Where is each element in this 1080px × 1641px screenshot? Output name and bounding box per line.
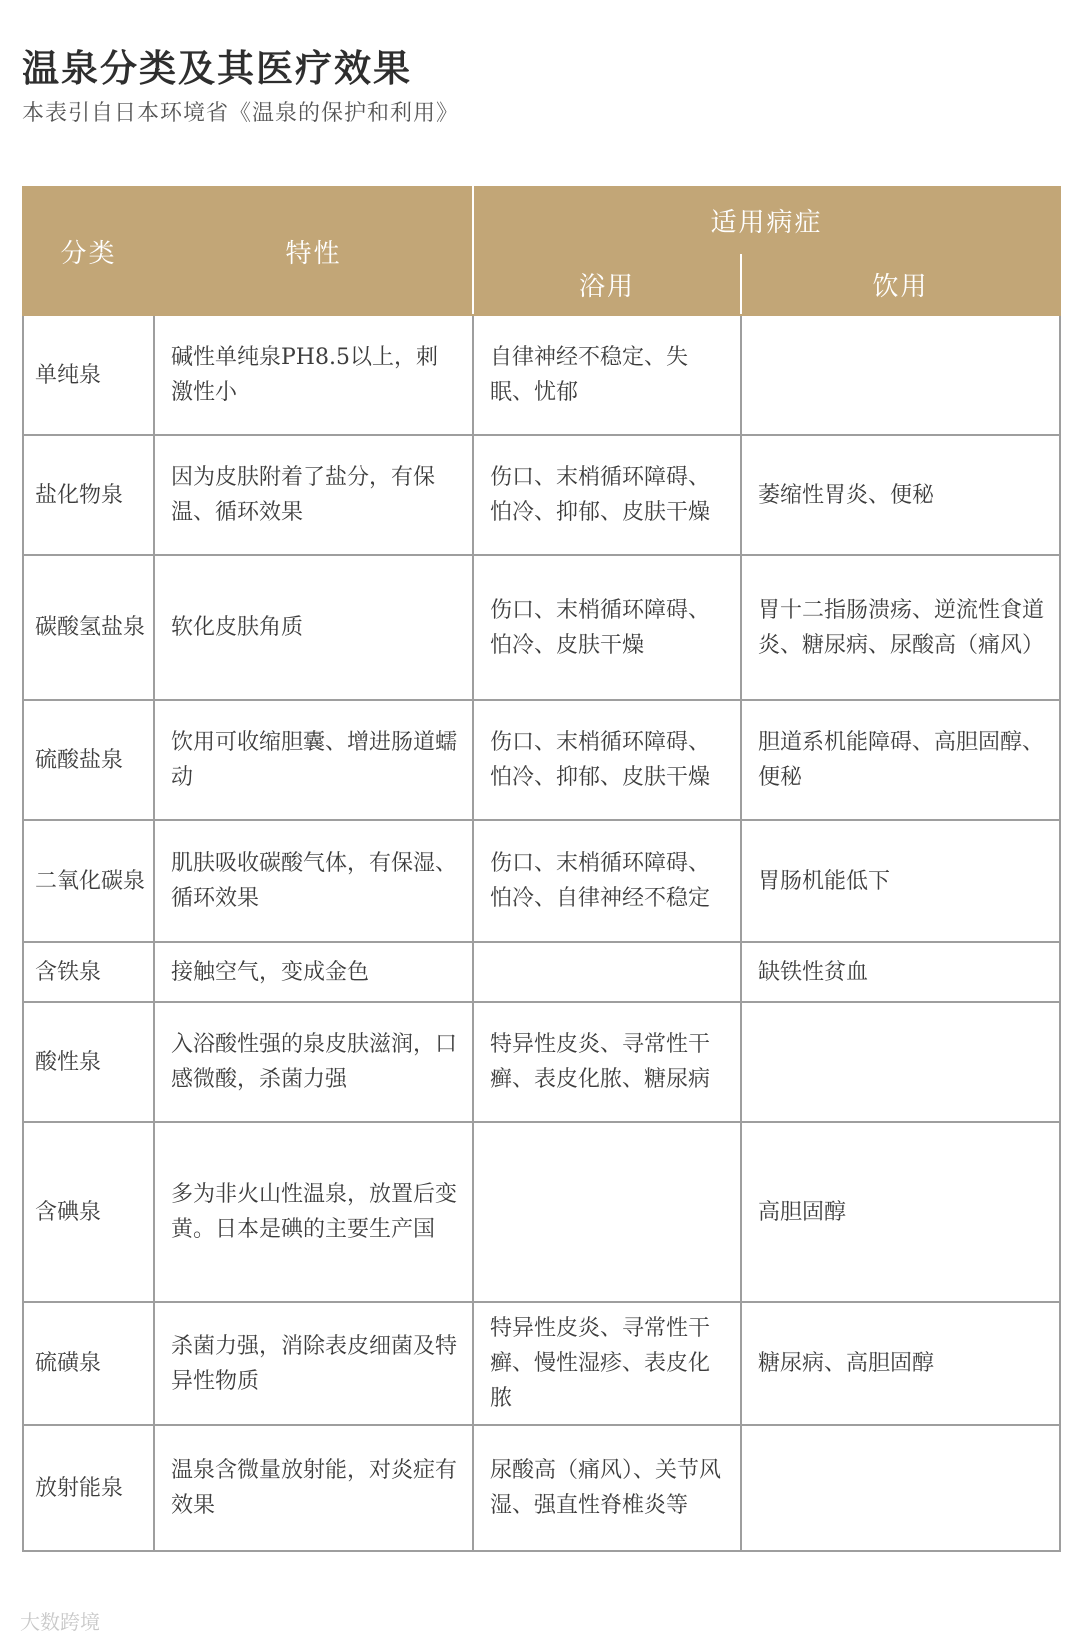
table-body xyxy=(23,315,1060,1551)
spring-property: 多为非火山性温泉，放置后变黄。日本是碘的主要生产国 xyxy=(154,1122,473,1302)
spring-drinking: 高胆固醇 xyxy=(741,1122,1060,1302)
spring-name: 含铁泉 xyxy=(23,942,154,1002)
table-row xyxy=(23,1122,1060,1302)
page-title: 温泉分类及其医疗效果 xyxy=(22,46,412,90)
spring-drinking xyxy=(741,1002,1060,1122)
spring-name: 酸性泉 xyxy=(23,1002,154,1122)
table-row xyxy=(23,942,1060,1002)
spring-property: 温泉含微量放射能，对炎症有效果 xyxy=(154,1425,473,1551)
spring-property: 接触空气，变成金色 xyxy=(154,942,473,1002)
header-property: 特性 xyxy=(154,187,473,315)
spring-bathing: 伤口、末梢循环障碍、怕冷、自律神经不稳定 xyxy=(473,820,741,942)
spring-drinking: 缺铁性贫血 xyxy=(741,942,1060,1002)
spring-name: 碳酸氢盐泉 xyxy=(23,555,154,700)
table-header xyxy=(23,187,1060,315)
spring-drinking xyxy=(741,1425,1060,1551)
spring-property: 入浴酸性强的泉皮肤滋润，口感微酸，杀菌力强 xyxy=(154,1002,473,1122)
spring-bathing: 伤口、末梢循环障碍、怕冷、抑郁、皮肤干燥 xyxy=(473,700,741,820)
table-row xyxy=(23,1425,1060,1551)
header-bathing: 浴用 xyxy=(473,253,741,315)
spring-drinking: 糖尿病、高胆固醇 xyxy=(741,1302,1060,1425)
table-row xyxy=(23,1002,1060,1122)
spring-bathing: 特异性皮炎、寻常性干癣、慢性湿疹、表皮化脓 xyxy=(473,1302,741,1425)
table-row xyxy=(23,435,1060,555)
spring-bathing: 自律神经不稳定、失眠、忧郁 xyxy=(473,315,741,435)
spring-property: 软化皮肤角质 xyxy=(154,555,473,700)
table-row xyxy=(23,820,1060,942)
spring-property: 碱性单纯泉PH8.5以上，刺激性小 xyxy=(154,315,473,435)
spring-name: 放射能泉 xyxy=(23,1425,154,1551)
spring-property: 饮用可收缩胆囊、增进肠道蠕动 xyxy=(154,700,473,820)
spring-name: 硫酸盐泉 xyxy=(23,700,154,820)
spring-drinking: 胆道系机能障碍、高胆固醇、便秘 xyxy=(741,700,1060,820)
header-indications: 适用病症 xyxy=(473,187,1060,253)
page-subtitle: 本表引自日本环境省《温泉的保护和利用》 xyxy=(22,101,460,126)
spring-name: 硫磺泉 xyxy=(23,1302,154,1425)
watermark: 大数跨境 xyxy=(20,1610,100,1634)
spring-drinking: 萎缩性胃炎、便秘 xyxy=(741,435,1060,555)
table-row xyxy=(23,1302,1060,1425)
spring-drinking: 胃肠机能低下 xyxy=(741,820,1060,942)
table-row xyxy=(23,555,1060,700)
spring-drinking xyxy=(741,315,1060,435)
table-row xyxy=(23,315,1060,435)
spring-name: 单纯泉 xyxy=(23,315,154,435)
spring-property: 肌肤吸收碳酸气体，有保湿、循环效果 xyxy=(154,820,473,942)
spring-bathing: 特异性皮炎、寻常性干癣、表皮化脓、糖尿病 xyxy=(473,1002,741,1122)
spring-bathing xyxy=(473,942,741,1002)
spring-bathing: 尿酸高（痛风）、关节风湿、强直性脊椎炎等 xyxy=(473,1425,741,1551)
hot-spring-table xyxy=(22,186,1061,1552)
spring-name: 盐化物泉 xyxy=(23,435,154,555)
spring-bathing: 伤口、末梢循环障碍、怕冷、皮肤干燥 xyxy=(473,555,741,700)
spring-property: 杀菌力强，消除表皮细菌及特异性物质 xyxy=(154,1302,473,1425)
spring-name: 二氧化碳泉 xyxy=(23,820,154,942)
spring-bathing: 伤口、末梢循环障碍、怕冷、抑郁、皮肤干燥 xyxy=(473,435,741,555)
spring-name: 含碘泉 xyxy=(23,1122,154,1302)
table-row xyxy=(23,700,1060,820)
header-drinking: 饮用 xyxy=(741,253,1060,315)
header-category: 分类 xyxy=(23,187,154,315)
spring-drinking: 胃十二指肠溃疡、逆流性食道炎、糖尿病、尿酸高（痛风） xyxy=(741,555,1060,700)
spring-bathing xyxy=(473,1122,741,1302)
spring-property: 因为皮肤附着了盐分，有保温、循环效果 xyxy=(154,435,473,555)
